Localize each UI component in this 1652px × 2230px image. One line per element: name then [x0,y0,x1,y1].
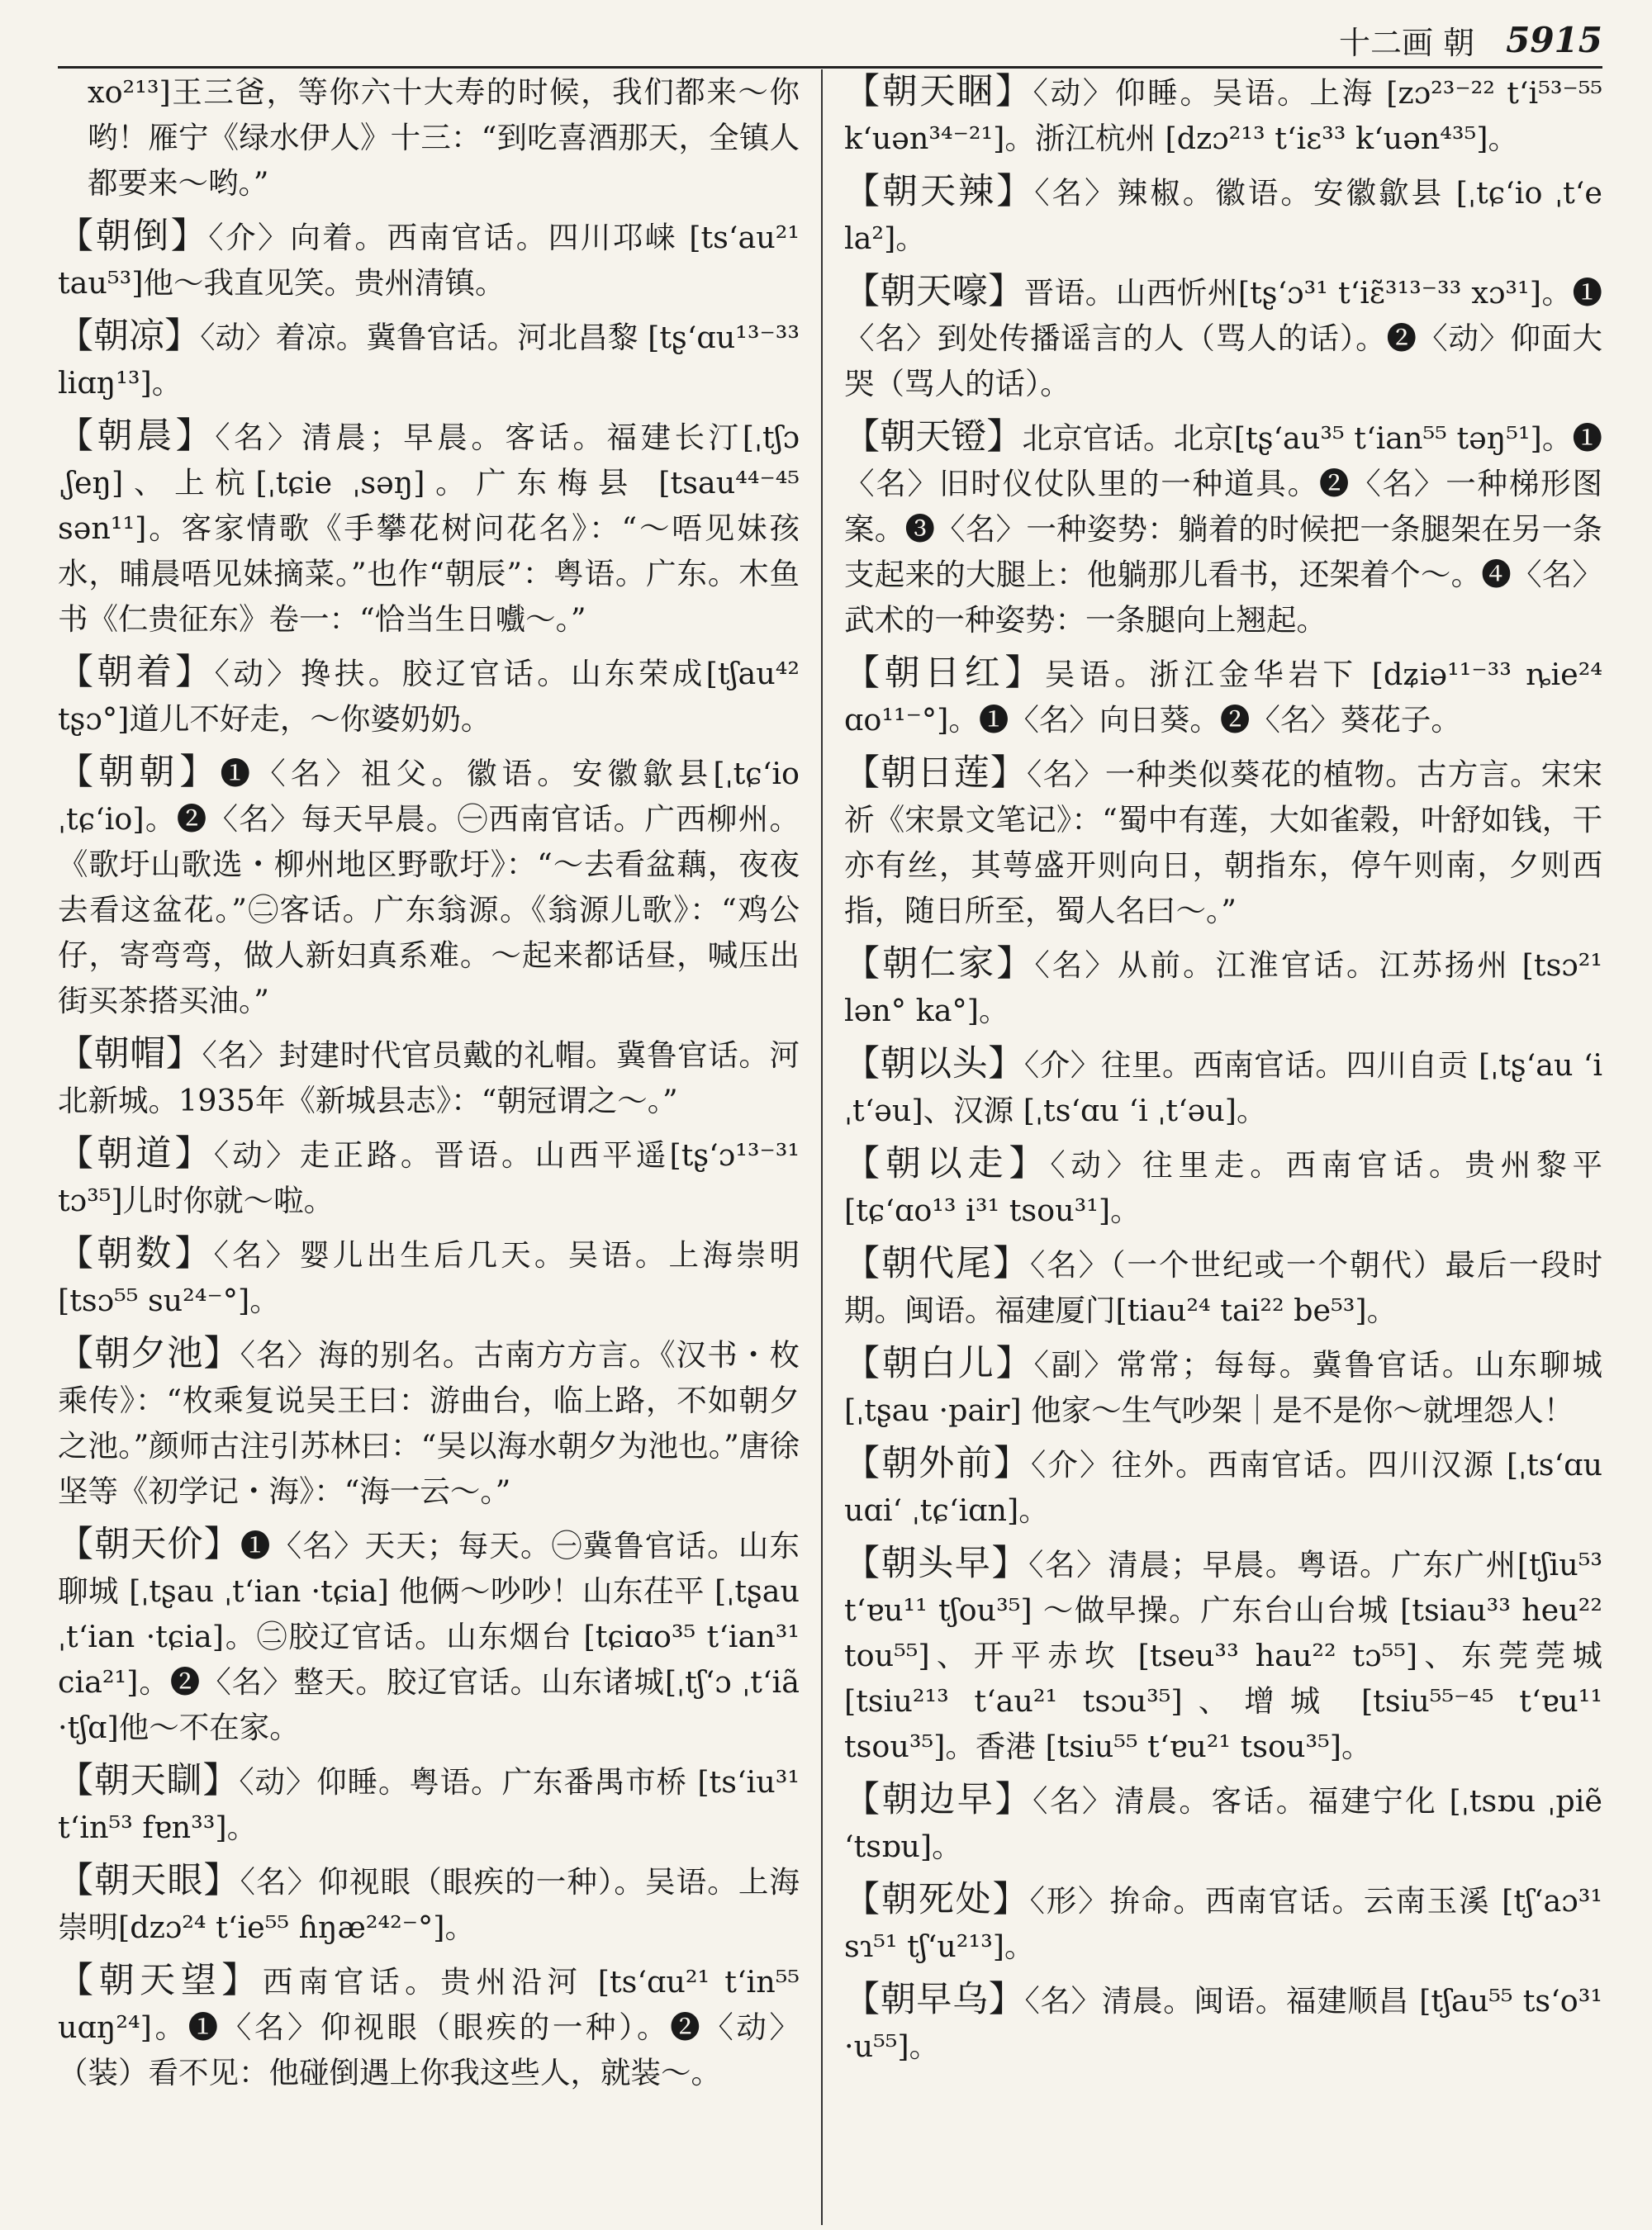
entry-text: 〈名〉（一个世纪或一个朝代）最后一段时期。闽语。福建厦门[tiau²⁴ tai²² be⁵³]。 [844,1247,1602,1328]
entry-text: 吴语。浙江金华岩下 [dʑiə¹¹⁻³³ ȵie²⁴ ɑo¹¹⁻°]。❶〈名〉向日葵。❷〈名〉葵花子。 [844,657,1602,738]
entry-text: 晋语。山西忻州[tʂ‘ɔ³¹ t‘iɛ̃³¹³⁻³³ xɔ³¹]。❶〈名〉到处传播谣言的人（骂人的话）。❷〈动〉仰面大哭（骂人的话）。 [844,275,1602,401]
dictionary-entry [844,1877,1602,1969]
entry-headword: 【朝天价】 [58,1524,240,1565]
entry-headword: 【朝早乌】 [844,1979,1025,2020]
entry-headword: 【朝天睏】 [844,71,1033,112]
dictionary-entry [58,650,800,742]
entry-headword: 【朝以走】 [844,1143,1051,1184]
entry-headword: 【朝倒】 [58,216,209,257]
dictionary-entry [844,69,1602,161]
entry-headword: 【朝天眼】 [58,1860,240,1901]
dictionary-entry [844,169,1602,261]
entry-headword: 【朝天嚎】 [844,271,1024,312]
dictionary-entry [844,1777,1602,1869]
entry-text: 〈动〉着凉。冀鲁官话。河北昌黎 [tʂ‘ɑu¹³⁻³³ liɑŋ¹³]。 [58,320,800,401]
dictionary-entry [58,1522,800,1750]
entry-text: 〈介〉往外。西南官话。四川汉源 [ˌts‘ɑu uɑi‘ ˌtɕ‘iɑn]。 [844,1447,1602,1528]
entry-text: 〈名〉从前。江淮官话。江苏扬州 [tsɔ²¹ lən° ka°]。 [844,947,1602,1028]
entry-headword: 【朝白儿】 [844,1343,1034,1384]
column-divider [821,69,823,2225]
entry-text: 〈名〉清晨。闽语。福建顺昌 [tʃau⁵⁵ ts‘o³¹ ·u⁵⁵]。 [844,1983,1602,2064]
entry-text: 西南官话。贵州沿河 [ts‘ɑu²¹ t‘in⁵⁵ uɑŋ²⁴]。❶〈名〉仰视眼（眼疾的一种）。❷〈动〉（装）看不见：他碰倒遇上你我这些人，就装～。 [58,1964,800,2090]
entry-text: 北京官话。北京[tʂ‘au³⁵ t‘ian⁵⁵ təŋ⁵¹]。❶〈名〉旧时仪仗队里的一种道具。❷〈名〉一种梯形图案。❸〈名〉一种姿势：躺着的时候把一条腿架在另一条支起来的大腿上：他躺那儿看书，还架着个～。❹〈名〉武术的一种姿势：一条腿向上翘起。 [844,420,1602,638]
entry-headword: 【朝帽】 [58,1033,202,1075]
entry-headword: 【朝天辣】 [844,171,1035,212]
entry-text: 〈介〉往里。西南官话。四川自贡 [ˌtʂ‘au ‘i ˌt‘əu]、汉源 [ˌts‘ɑu ‘i ˌt‘əu]。 [844,1047,1602,1128]
dictionary-entry [58,1858,800,1950]
entry-text: 〈名〉清晨。客话。福建宁化 [ˌtsɒu ˌpiẽ ‘tsɒu]。 [844,1783,1602,1864]
dictionary-entry [58,750,800,1023]
entry-headword: 【朝朝】 [58,752,221,793]
dictionary-entry [58,314,800,406]
entry-text: 〈名〉仰视眼（眼疾的一种）。吴语。上海崇明[dzɔ²⁴ t‘ie⁵⁵ ɦŋæ²⁴²⁻°]。 [58,1864,800,1945]
dictionary-entry [844,942,1602,1033]
dictionary-entry [58,1032,800,1123]
entry-text: 〈介〉向着。西南官话。四川邛崃 [ts‘au²¹ tau⁵³]他～我直见笑。贵州清镇。 [58,220,800,301]
entry-text: 〈形〉拚命。西南官话。云南玉溪 [tʃ‘aɔ³¹ sɿ⁵¹ tʃ‘u²¹³]。 [844,1883,1602,1964]
entry-headword: 【朝日莲】 [844,752,1028,794]
dictionary-entry [844,751,1602,933]
page-header [50,13,1602,66]
section-title: 十二画 朝 [1339,24,1475,61]
dictionary-entry [58,1958,800,2095]
entry-headword: 【朝日红】 [844,652,1045,694]
entry-text: xo²¹³]王三爸，等你六十大寿的时候，我们都来～你哟！雁宁《绿水伊人》十三：“到吃喜酒那天，全镇人都要来～哟。” [88,74,800,201]
entry-text: 〈名〉封建时代官员戴的礼帽。冀鲁官话。河北新城。1935年《新城县志》：“朝冠谓之～。” [58,1037,800,1118]
entry-headword: 【朝凉】 [58,316,201,357]
dictionary-entry [58,1758,800,1850]
entry-text: 〈名〉清晨；早晨。粤语。广东广州[tʃiu⁵³ t‘ɐu¹¹ tʃou³⁵] ～做早操。广东台山台城 [tsiau³³ heu²² tou⁵⁵]、开平赤坎 [tseu³³ hau²² tɔ⁵⁵]、东莞莞城 [tsiu²¹³ t‘au²¹ tsɔu³⁵]、增城 [tsiu⁵⁵⁻⁴⁵ t‘ɐu¹¹ tsou³⁵]。香港 [tsiu⁵⁵ t‘ɐu²¹ tsou³⁵]。 [844,1547,1602,1764]
entry-headword: 【朝仁家】 [844,943,1035,985]
entry-headword: 【朝天镫】 [844,416,1023,458]
page-number: 5915 [1506,19,1602,60]
entry-headword: 【朝晨】 [58,415,216,457]
right-column [844,69,1602,2217]
entry-headword: 【朝外前】 [844,1443,1031,1484]
entry-text: 〈副〉常常；每每。冀鲁官话。山东聊城 [ˌtʂau ·pair] 他家～生气吵架｜是不是你～就埋怨人！ [844,1347,1602,1428]
entry-headword: 【朝夕池】 [58,1333,240,1374]
dictionary-entry [844,1041,1602,1133]
dictionary-entry [58,69,800,206]
entry-headword: 【朝天望】 [58,1960,263,2001]
header-rule [58,66,1602,69]
entry-headword: 【朝以头】 [844,1043,1024,1084]
entry-text: 〈名〉海的别名。古南方方言。《汉书・枚乘传》：“枚乘复说吴王曰：游曲台，临上路，不如朝夕之池。”颜师古注引苏林曰：“吴以海水朝夕为池也。”唐徐坚等《初学记・海》：“海一云～。” [58,1337,800,1509]
dictionary-entry [844,1441,1602,1533]
entry-headword: 【朝着】 [58,652,215,693]
entry-headword: 【朝道】 [58,1133,214,1174]
entry-headword: 【朝数】 [58,1233,214,1274]
entry-headword: 【朝代尾】 [844,1243,1030,1284]
entry-text: ❶〈名〉祖父。徽语。安徽歙县[ˌtɕ‘io ˌtɕ‘io]。❷〈名〉每天早晨。㊀西南官话。广西柳州。《歌圩山歌选・柳州地区野歌圩》：“～去看盆藕，夜夜去看这盆花。”㊁客话。广东翁源。《翁源儿歌》：“鸡公仔，寄弯弯，做人新妇真系难。～起来都话昼，喊压出街买茶搭买油。” [58,756,800,1018]
entry-text: 〈动〉仰睡。吴语。上海 [zɔ²³⁻²² t‘i⁵³⁻⁵⁵ k‘uən³⁴⁻²¹]。浙江杭州 [dzɔ²¹³ t‘iɛ³³ k‘uən⁴³⁵]。 [844,75,1602,156]
entry-headword: 【朝头早】 [844,1543,1029,1584]
entry-text: 〈名〉婴儿出生后几天。吴语。上海崇明 [tsɔ⁵⁵ su²⁴⁻°]。 [58,1237,800,1318]
dictionary-entry [844,1541,1602,1769]
entry-text: 〈动〉仰睡。粤语。广东番禺市桥 [ts‘iu³¹ t‘in⁵³ fɐn³³]。 [58,1764,800,1845]
dictionary-entry [844,415,1602,643]
dictionary-entry [844,651,1602,743]
left-column [58,69,800,2217]
dictionary-entry [844,269,1602,406]
dictionary-entry [58,1132,800,1223]
dictionary-entry [58,414,800,642]
entry-text: 〈名〉辣椒。徽语。安徽歙县 [ˌtɕ‘io ˌt‘e la²]。 [844,175,1602,256]
entry-text: 〈动〉往里走。西南官话。贵州黎平 [tɕ‘ɑo¹³ i³¹ tsou³¹]。 [844,1147,1602,1228]
dictionary-entry [844,1977,1602,2069]
entry-text: 〈名〉清晨；早晨。客话。福建长汀[ˌtʃɔ ˌʃeŋ]、上杭[ˌtɕie ˌsəŋ]。广东梅县 [tsau⁴⁴⁻⁴⁵ sən¹¹]。客家情歌《手攀花树问花名》：“～唔见妹孩水，晡晨唔见妹摘菜。”也作“朝辰”：粤语。广东。木鱼书《仁贵征东》卷一：“恰当生日嚱～。” [58,420,800,637]
entry-text: 〈名〉一种类似葵花的植物。古方言。宋宋祈《宋景文笔记》：“蜀中有莲，大如雀榖，叶舒如钱，干亦有丝，其萼盛开则向日，朝指东，停午则南，夕则西指，随日所至，蜀人名曰～。” [844,757,1602,928]
entry-text: ❶〈名〉天天；每天。㊀冀鲁官话。山东聊城 [ˌtʂau ˌt‘ian ·tɕia] 他俩～吵吵！山东茌平 [ˌtʂau ˌt‘ian ·tɕia]。㊁胶辽官话。山东烟台 [tɕiɑo³⁵ t‘ian³¹ cia²¹]。❷〈名〉整天。胶辽官话。山东诸城[ˌtʃ‘ɔ ˌt‘iã ·tʃɑ]他～不在家。 [58,1528,800,1745]
entry-headword: 【朝边早】 [844,1779,1033,1820]
dictionary-entry [58,1331,800,1514]
entry-headword: 【朝天瞓】 [58,1760,240,1801]
dictionary-entry [844,1141,1602,1233]
dictionary-entry [58,214,800,306]
dictionary-entry [58,1231,800,1323]
entry-text: 〈动〉搀扶。胶辽官话。山东荣成[tʃau⁴² tʂɔ°]道儿不好走，～你婆奶奶。 [58,656,800,737]
entry-headword: 【朝死处】 [844,1879,1030,1920]
dictionary-entry [844,1341,1602,1433]
dictionary-entry [844,1241,1602,1333]
entry-text: 〈动〉走正路。晋语。山西平遥[tʂ‘ɔ¹³⁻³¹ tɔ³⁵]儿时你就～啦。 [58,1137,800,1218]
